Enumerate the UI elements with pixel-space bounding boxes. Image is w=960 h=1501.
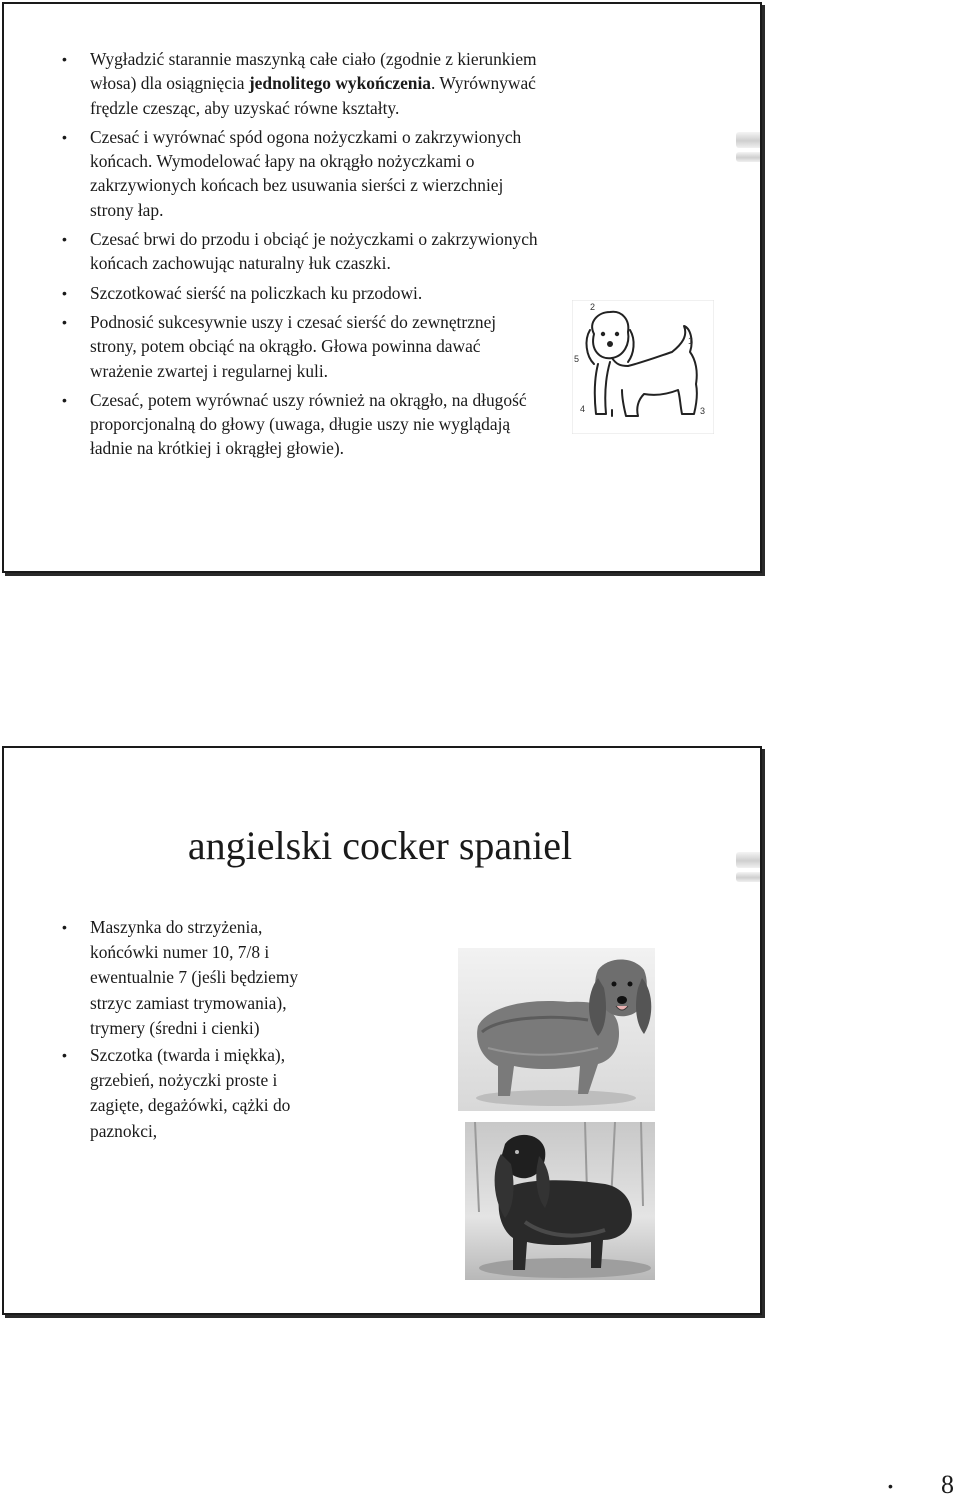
diagram-label: 1: [688, 336, 694, 346]
page-bullet: •: [888, 1478, 893, 1494]
cocker-spaniel-photo: [458, 948, 655, 1111]
diagram-label: 5: [574, 354, 580, 364]
diagram-label: 4: [580, 404, 586, 414]
list-item: • Czesać, potem wyrównać uszy również na okrągło, na długość proporcjonalną do głowy (uwaga, długie uszy nie wyglądają ładnie na krótkiej i okrągłej głowie).: [62, 388, 540, 461]
page-number: 8: [941, 1470, 954, 1499]
list-item: • Czesać i wyrównać spód ogona nożyczkami o zakrzywionych końcach. Wymodelować łapy na okrągło nożyczkami o zakrzywionych końcach bez usuwania sierści z wierzchniej strony łap.: [62, 125, 540, 222]
dog-grooming-diagram: [572, 300, 714, 434]
decorative-bar: [736, 872, 760, 882]
list-item: • Czesać brwi do przodu i obciąć je nożyczkami o zakrzywionych końcach zachowując naturalny łuk czaszki.: [62, 227, 540, 276]
cocker-spaniel-photo: [465, 1122, 655, 1280]
slide-title: angielski cocker spaniel: [187, 823, 573, 868]
decorative-bar: [736, 132, 760, 148]
diagram-label: 3: [700, 406, 706, 416]
grooming-instructions-list: [62, 47, 540, 466]
list-item: • Szczotkować sierść na policzkach ku przodowi.: [62, 281, 540, 305]
diagram-label: 2: [590, 302, 596, 312]
list-item: • Wygładzić starannie maszynką całe ciało (zgodnie z kierunkiem włosa) dla osiągnięcia jednolitego wykończenia. Wyrównywać frędzle czesząc, aby uzyskać równe kształty.: [62, 47, 540, 120]
list-item: • Maszynka do strzyżenia, końcówki numer 10, 7/8 i ewentualnie 7 (jeśli będziemy strzyc zamiast trymowania), trymery (średni i cienki): [62, 915, 322, 1041]
decorative-bar: [736, 152, 760, 162]
list-item: • Szczotka (twarda i miękka), grzebień, nożyczki proste i zagięte, degażówki, cążki do paznokci,: [62, 1043, 322, 1144]
list-item: • Podnosić sukcesywnie uszy i czesać sierść do zewnętrznej strony, potem obciąć na okrągło. Głowa powinna dawać wrażenie zwartej i regularnej kuli.: [62, 310, 540, 383]
grooming-tools-list: [62, 915, 322, 1146]
